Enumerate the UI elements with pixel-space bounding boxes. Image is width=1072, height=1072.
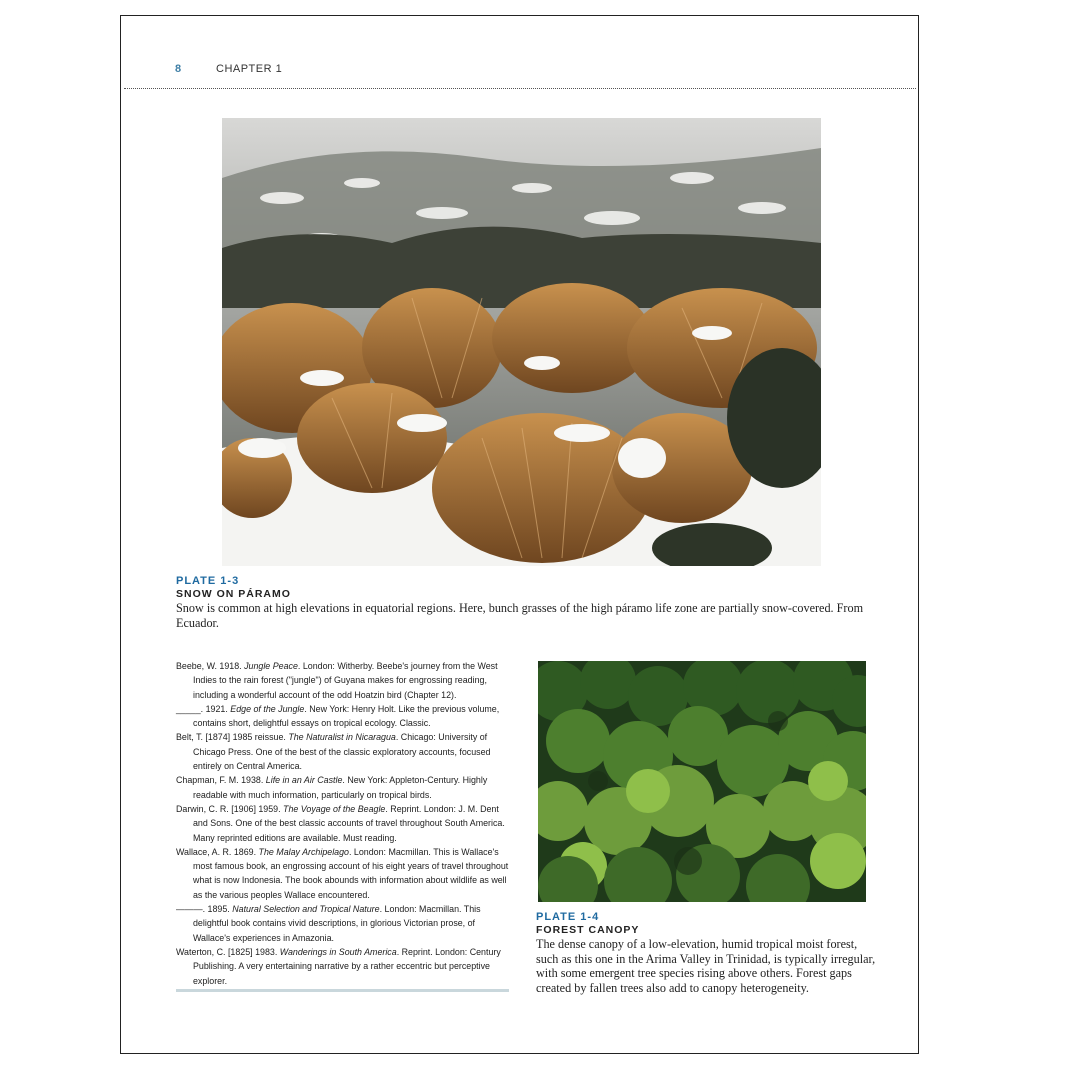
reference-item: ———. 1895. Natural Selection and Tropical Nature. London: Macmillan. This delightful book contains vivid descriptions, in glorious Victorian prose, of Wallace's experiences in Amazonia. — [176, 904, 481, 943]
reference-item: Chapman, F. M. 1938. Life in an Air Castle. New York: Appleton-Century. Highly readable with much information, particularly on tropical birds. — [176, 775, 488, 800]
plate-caption-text: The dense canopy of a low-elevation, humid tropical moist forest, such as this one in the Arima Valley in Trinidad, is typically irregular, with some emergent tree species rising above others. Forest gaps created by fallen trees also add to canopy heterogeneity. — [536, 937, 876, 995]
page-number: 8 — [175, 63, 182, 75]
reference-item: _____. 1921. Edge of the Jungle. New York: Henry Holt. Like the previous volume, contains short, delightful essays on tropical ecology. Classic. — [176, 703, 500, 729]
paramo-snow-photo — [222, 118, 821, 566]
plate-1-4-caption — [536, 911, 876, 995]
header-rule — [124, 88, 916, 89]
reference-item: Beebe, W. 1918. Jungle Peace. London: Witherby. Beebe's journey from the West Indies to the rain forest ("jungle") of Guyana makes for engrossing reading, including a wonderful account of the odd Hoatzin bird (Chapter 12). — [176, 661, 498, 700]
reference-item: Darwin, C. R. [1906] 1959. The Voyage of the Beagle. Reprint. London: J. M. Dent and Sons. One of the best classic accounts of travel throughout South America. Many reprinted editions are available. Must reading. — [176, 803, 505, 843]
reference-item: Waterton, C. [1825] 1983. Wanderings in South America. Reprint. London: Century Publishing. A very entertaining narrative by a rather eccentric but perceptive explorer. — [176, 946, 501, 986]
reference-item: Wallace, A. R. 1869. The Malay Archipelago. London: Macmillan. This is Wallace's most famous book, an engrossing account of his eight years of travel throughout what is now Indonesia. The book abounds with information about wildlife as well as the various peoples Wallace encountered. — [176, 846, 509, 900]
running-header — [175, 63, 283, 75]
plate-1-3-caption — [176, 575, 871, 631]
reference-list — [176, 659, 510, 988]
plate-title: FOREST CANOPY — [536, 924, 640, 936]
chapter-label: CHAPTER 1 — [216, 63, 283, 75]
forest-canopy-photo — [538, 661, 866, 902]
reference-item: Belt, T. [1874] 1985 reissue. The Naturalist in Nicaragua. Chicago: University of Chicago Press. One of the best of the classic exploratory accounts, focused entirely on Central America. — [176, 732, 491, 772]
plate-number: PLATE 1-4 — [536, 911, 600, 923]
plate-number: PLATE 1-3 — [176, 575, 240, 587]
references-bottom-bar — [176, 989, 509, 992]
plate-caption-text: Snow is common at high elevations in equatorial regions. Here, bunch grasses of the high páramo life zone are partially snow-covered. From Ecuador. — [176, 601, 864, 630]
plate-title: SNOW ON PÁRAMO — [176, 588, 291, 600]
